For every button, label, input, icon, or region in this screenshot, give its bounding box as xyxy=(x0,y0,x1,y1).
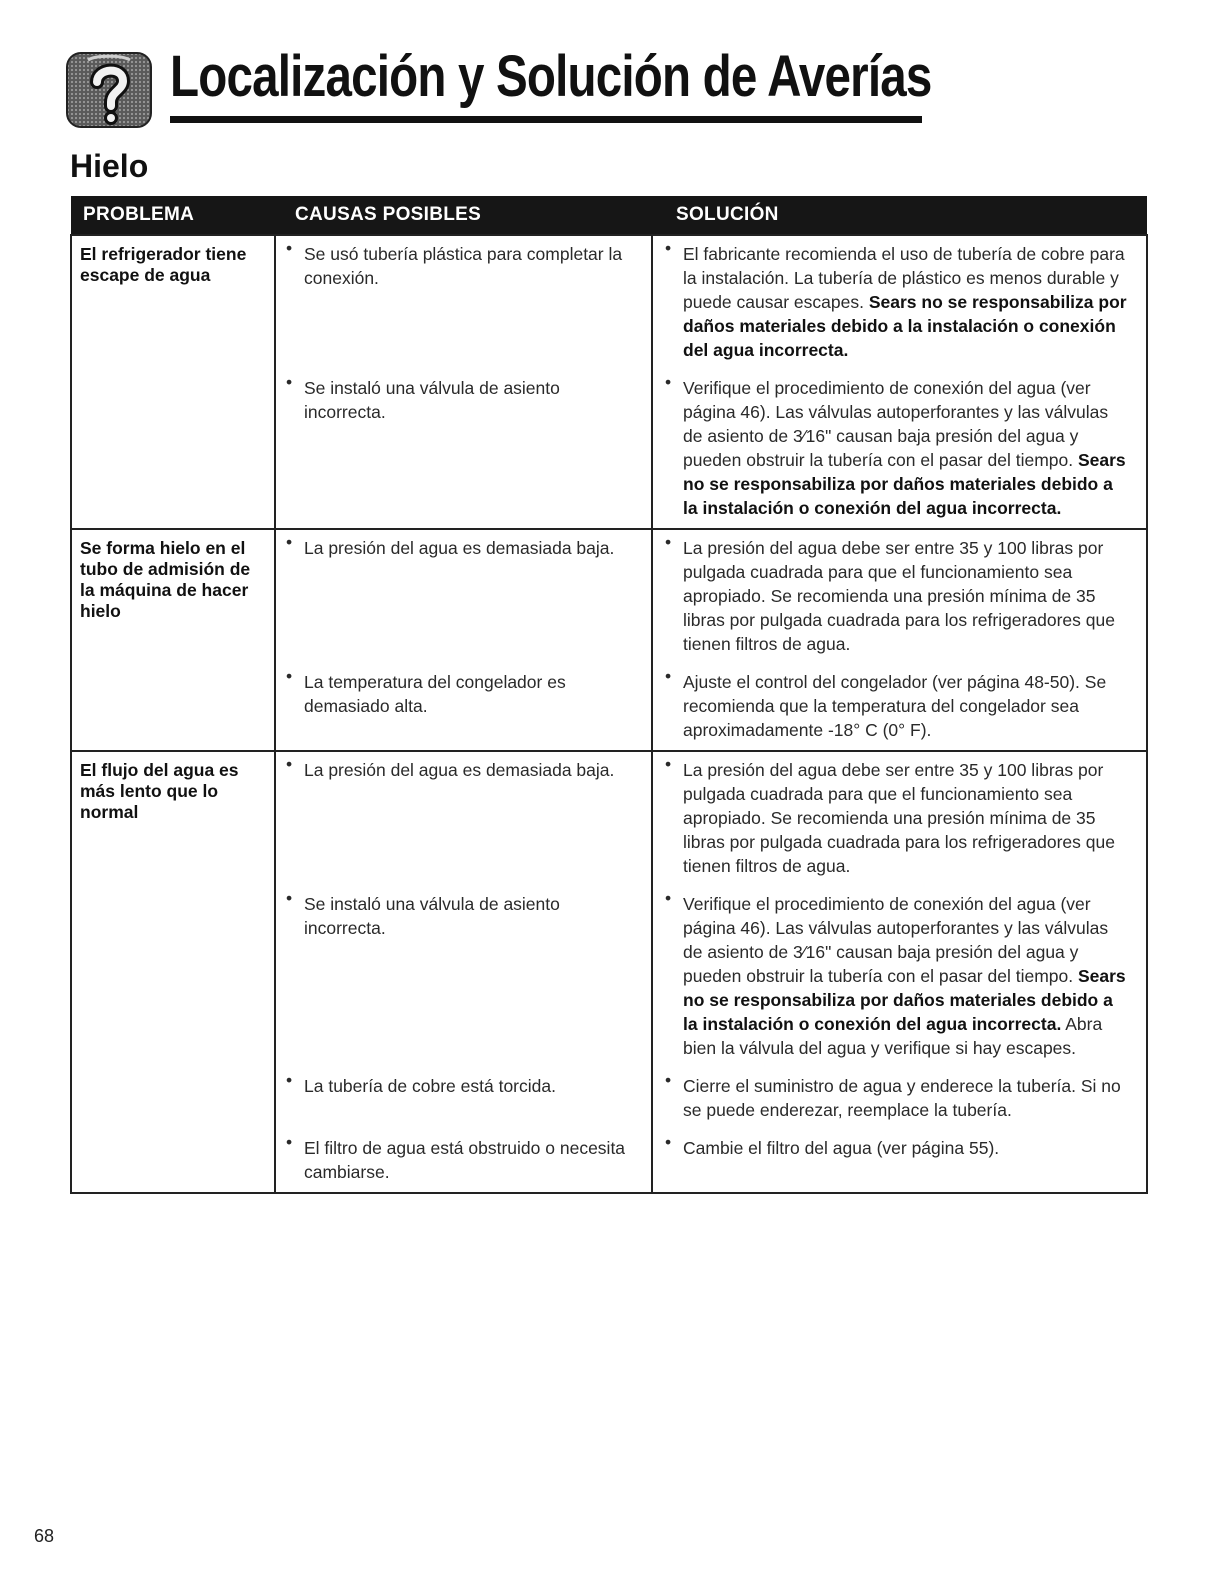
bullet-icon: • xyxy=(665,372,672,392)
causes-cell xyxy=(275,529,652,751)
solutions-cell xyxy=(652,235,1147,529)
solution-warning-text: Sears no se responsabiliza por daños materiales debido a la instalación o conexión del agua incorrecta. xyxy=(683,292,1127,360)
solution-text-plain: Cierre el suministro de agua y enderece la tubería. Si no se puede enderezar, reemplace la tubería. xyxy=(683,1076,1121,1120)
solution-item xyxy=(653,236,1146,370)
bullet-icon: • xyxy=(665,754,672,774)
bullet-icon: • xyxy=(286,754,293,774)
solution-text xyxy=(683,670,1132,742)
solution-text xyxy=(683,376,1132,520)
troubleshooting-table xyxy=(70,196,1148,1194)
bullet-icon: • xyxy=(286,1132,293,1152)
bullet-icon: • xyxy=(665,532,672,552)
solution-text xyxy=(683,1136,1132,1160)
bullet-icon: • xyxy=(286,238,293,258)
cause-text: La tubería de cobre está torcida. xyxy=(304,1076,556,1096)
cause-text: Se instaló una válvula de asiento incorrecta. xyxy=(304,378,560,422)
solution-item xyxy=(653,1068,1146,1130)
solutions-cell xyxy=(652,751,1147,1193)
page-number: 68 xyxy=(34,1526,55,1546)
solution-text-extra: Abra bien la válvula del agua y verifique si hay escapes. xyxy=(683,1014,1103,1058)
bullet-icon: • xyxy=(286,1070,293,1090)
bullet-icon: • xyxy=(665,1132,672,1152)
question-mark-icon xyxy=(66,52,152,128)
table-row xyxy=(71,235,1147,529)
solution-text-plain: Verifique el procedimiento de conexión del agua (ver página 46). Las válvulas autoperforantes y las válvulas de asiento de 3⁄16" causan baja presión del agua y pueden obstruir la tubería con el pasar del tiempo. xyxy=(683,894,1109,986)
causes-cell xyxy=(275,751,652,1193)
solution-item xyxy=(653,370,1146,528)
solution-text-plain: El fabricante recomienda el uso de tubería de cobre para la instalación. La tubería de plástico es menos durable y puede causar escapes. xyxy=(683,244,1125,312)
section-title: Hielo xyxy=(70,148,149,184)
bullet-icon: • xyxy=(286,666,293,686)
bullet-icon: • xyxy=(665,888,672,908)
cause-item xyxy=(276,886,651,1068)
solution-warning-text: Sears no se responsabiliza por daños materiales debido a la instalación o conexión del agua incorrecta. xyxy=(683,450,1126,518)
bullet-icon: • xyxy=(286,888,293,908)
solution-text xyxy=(683,536,1132,656)
cause-item xyxy=(276,530,651,664)
troubleshooting-table-container xyxy=(70,196,1146,1194)
solution-text xyxy=(683,1074,1132,1122)
page-header xyxy=(66,44,932,124)
column-header-causes: CAUSAS POSIBLES xyxy=(275,196,652,235)
solution-text-plain: La presión del agua debe ser entre 35 y 100 libras por pulgada cuadrada para que el funcionamiento sea apropiado. Se recomienda una presión mínima de 35 libras por pulgada cuadrada para los refrigeradores que tienen filtros de agua. xyxy=(683,760,1115,876)
cause-item xyxy=(276,1068,651,1130)
cause-text: La temperatura del congelador es demasiado alta. xyxy=(304,672,566,716)
cause-text: La presión del agua es demasiada baja. xyxy=(304,538,615,558)
solution-item xyxy=(653,664,1146,750)
solution-text-plain: La presión del agua debe ser entre 35 y 100 libras por pulgada cuadrada para que el funcionamiento sea apropiado. Se recomienda una presión mínima de 35 libras por pulgada cuadrada para los refrigeradores que tienen filtros de agua. xyxy=(683,538,1115,654)
solution-text-plain: Ajuste el control del congelador (ver página 48-50). Se recomienda que la temperatura del congelador sea aproximadamente -18° C (0° F). xyxy=(683,672,1107,740)
table-header xyxy=(71,196,1147,235)
table-row xyxy=(71,529,1147,751)
table-body xyxy=(71,235,1147,1193)
cause-item xyxy=(276,370,651,528)
bullet-icon: • xyxy=(665,238,672,258)
title-underline xyxy=(170,116,922,123)
solution-text-plain: Verifique el procedimiento de conexión del agua (ver página 46). Las válvulas autoperforantes y las válvulas de asiento de 3⁄16" causan baja presión del agua y pueden obstruir la tubería con el pasar del tiempo. xyxy=(683,378,1109,470)
cause-item xyxy=(276,752,651,886)
cause-text: Se instaló una válvula de asiento incorrecta. xyxy=(304,894,560,938)
bullet-icon: • xyxy=(665,666,672,686)
causes-cell xyxy=(275,235,652,529)
solution-item xyxy=(653,752,1146,886)
table-row xyxy=(71,751,1147,1193)
problem-cell: Se forma hielo en el tubo de admisión de la máquina de hacer hielo xyxy=(71,529,275,751)
cause-item xyxy=(276,664,651,750)
solution-text xyxy=(683,242,1132,362)
problem-cell: El refrigerador tiene escape de agua xyxy=(71,235,275,529)
solution-item xyxy=(653,530,1146,664)
cause-text: La presión del agua es demasiada baja. xyxy=(304,760,615,780)
solution-text-plain: Cambie el filtro del agua (ver página 55). xyxy=(683,1138,1000,1158)
column-header-problem: PROBLEMA xyxy=(71,196,275,235)
solution-warning-text: Sears no se responsabiliza por daños materiales debido a la instalación o conexión del agua incorrecta. xyxy=(683,966,1126,1034)
table-header-row xyxy=(71,196,1147,235)
solution-item xyxy=(653,1130,1146,1192)
cause-text: Se usó tubería plástica para completar la conexión. xyxy=(304,244,623,288)
solution-text xyxy=(683,758,1132,878)
bullet-icon: • xyxy=(286,532,293,552)
column-header-solution: SOLUCIÓN xyxy=(652,196,1147,235)
cause-item xyxy=(276,236,651,370)
problem-cell: El flujo del agua es más lento que lo normal xyxy=(71,751,275,1193)
page-title: Localización y Solución de Averías xyxy=(170,44,932,109)
solution-item xyxy=(653,886,1146,1068)
solution-text xyxy=(683,892,1132,1060)
solutions-cell xyxy=(652,529,1147,751)
bullet-icon: • xyxy=(665,1070,672,1090)
cause-item xyxy=(276,1130,651,1192)
bullet-icon: • xyxy=(286,372,293,392)
cause-text: El filtro de agua está obstruido o necesita cambiarse. xyxy=(304,1138,626,1182)
